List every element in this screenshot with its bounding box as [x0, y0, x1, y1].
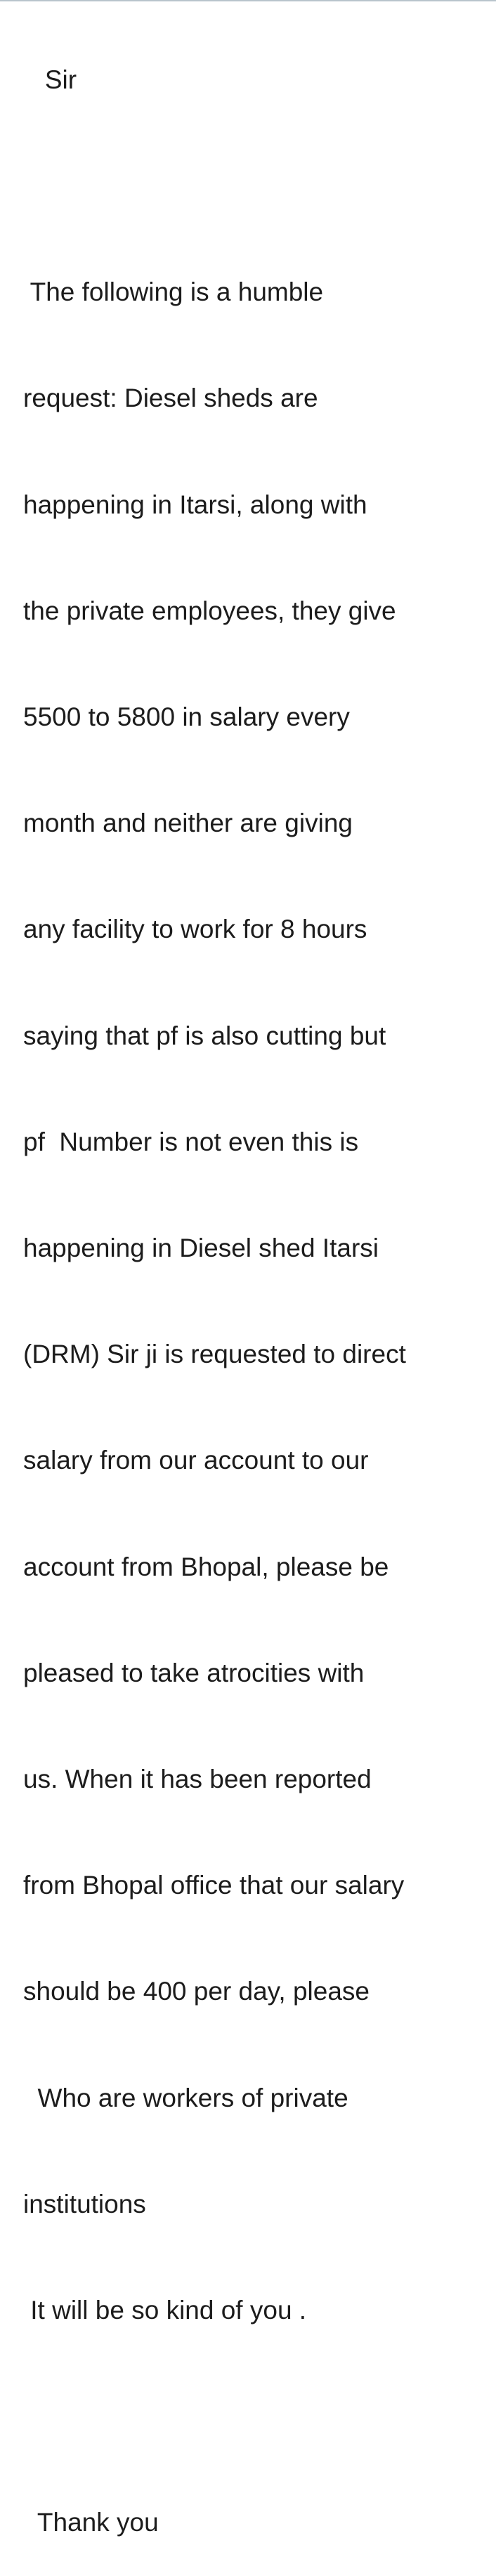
message-line: 5500 to 5800 in salary every — [23, 702, 350, 732]
message-line: The following is a humble — [23, 277, 324, 307]
message-line: us. When it has been reported — [23, 1765, 372, 1794]
message-line: (DRM) Sir ji is requested to direct — [23, 1340, 406, 1369]
message-line — [23, 2399, 490, 2434]
message-line — [23, 169, 490, 204]
message-line: from Bhopal office that our salary — [23, 1871, 405, 1900]
message-line: salary from our account to our — [23, 1446, 369, 1475]
message-line: institutions — [23, 2189, 146, 2218]
message-line: month and neither are giving — [23, 809, 353, 838]
message-line: request: Diesel sheds are — [23, 384, 318, 413]
message-line: Who are workers of private — [23, 2083, 348, 2112]
message-line: Thank you — [23, 2508, 159, 2537]
message-line: saying that pf is also cutting but — [23, 1021, 386, 1050]
message-line: any facility to work for 8 hours — [23, 915, 367, 944]
message-body — [23, 0, 490, 2576]
message-line: It will be so kind of you . — [23, 2296, 307, 2325]
message-line: Sir — [23, 65, 77, 94]
message-line: pleased to take atrocities with — [23, 1658, 365, 1687]
message-line: pf Number is not even this is — [23, 1127, 359, 1156]
message-line: the private employees, they give — [23, 596, 396, 625]
message-line: account from Bhopal, please be — [23, 1552, 389, 1581]
message-line: happening in Diesel shed Itarsi — [23, 1234, 379, 1263]
message-line: should be 400 per day, please — [23, 1977, 370, 2006]
message-line: happening in Itarsi, along with — [23, 490, 367, 519]
